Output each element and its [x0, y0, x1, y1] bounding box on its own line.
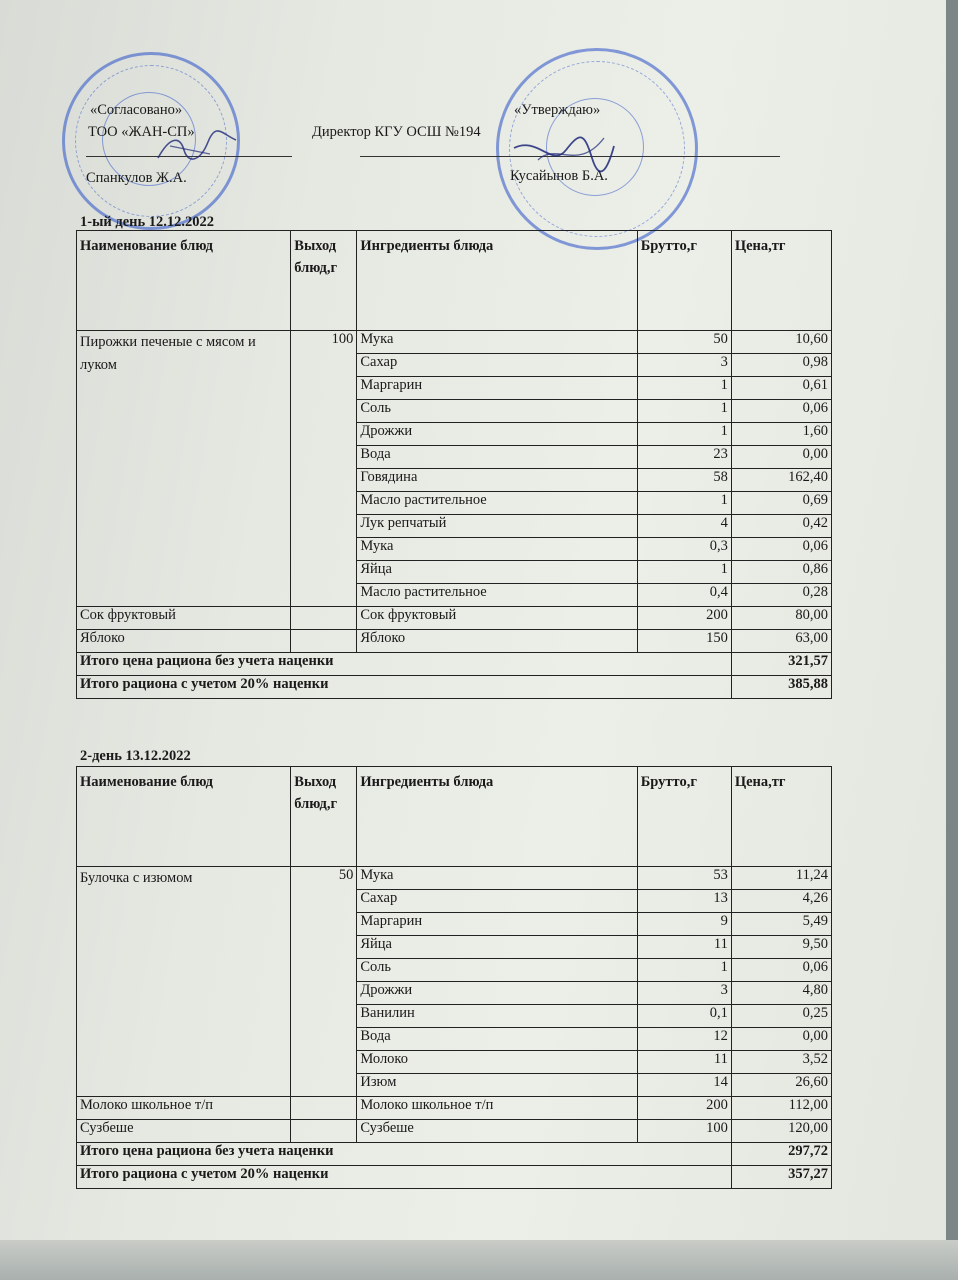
col-ingredients: Ингредиенты блюда — [357, 231, 637, 331]
ingredient-price: 0,00 — [731, 446, 831, 469]
ingredient-name: Яйца — [357, 936, 637, 959]
ingredient-gross: 0,4 — [637, 584, 731, 607]
extra-dish-name: Молоко школьное т/п — [77, 1097, 291, 1120]
ingredient-gross: 14 — [637, 1074, 731, 1097]
markup-total-label: Итого рациона с учетом 20% наценки — [77, 1166, 732, 1189]
extra-price: 112,00 — [731, 1097, 831, 1120]
ingredient-gross: 9 — [637, 913, 731, 936]
org-name: ТОО «ЖАН-СП» — [88, 124, 195, 140]
ingredient-name: Масло растительное — [357, 584, 637, 607]
ingredient-price: 0,86 — [731, 561, 831, 584]
ingredient-gross: 1 — [637, 423, 731, 446]
extra-ingredient: Сузбеше — [357, 1120, 637, 1143]
ingredient-price: 162,40 — [731, 469, 831, 492]
main-dish-name: Булочка с изюмом — [77, 867, 291, 1097]
extra-dish-name: Сок фруктовый — [77, 607, 291, 630]
ingredient-price: 0,69 — [731, 492, 831, 515]
extra-price: 120,00 — [731, 1120, 831, 1143]
director-title: Директор КГУ ОСШ №194 — [312, 124, 481, 140]
ingredient-gross: 3 — [637, 354, 731, 377]
ingredient-gross: 11 — [637, 936, 731, 959]
ingredient-name: Маргарин — [357, 377, 637, 400]
ingredient-gross: 1 — [637, 561, 731, 584]
ingredient-price: 0,25 — [731, 1005, 831, 1028]
ingredient-price: 0,61 — [731, 377, 831, 400]
ingredient-name: Сахар — [357, 890, 637, 913]
total-value: 297,72 — [731, 1143, 831, 1166]
approved-signature — [508, 128, 618, 178]
total-label: Итого цена рациона без учета наценки — [77, 1143, 732, 1166]
ingredient-gross: 53 — [637, 867, 731, 890]
agreed-name: Спанкулов Ж.А. — [86, 170, 187, 186]
main-dish-yield: 100 — [291, 331, 357, 607]
ingredient-price: 0,00 — [731, 1028, 831, 1051]
ingredient-name: Мука — [357, 538, 637, 561]
day2-title: 2-день 13.12.2022 — [80, 748, 191, 764]
ingredient-price: 26,60 — [731, 1074, 831, 1097]
ingredient-price: 4,26 — [731, 890, 831, 913]
extra-dish-yield — [291, 630, 357, 653]
ingredient-gross: 13 — [637, 890, 731, 913]
ingredient-price: 1,60 — [731, 423, 831, 446]
total-value: 321,57 — [731, 653, 831, 676]
ingredient-price: 9,50 — [731, 936, 831, 959]
extra-dish-yield — [291, 607, 357, 630]
ingredient-name: Соль — [357, 959, 637, 982]
extra-gross: 150 — [637, 630, 731, 653]
extra-ingredient: Молоко школьное т/п — [357, 1097, 637, 1120]
extra-price: 63,00 — [731, 630, 831, 653]
ingredient-gross: 11 — [637, 1051, 731, 1074]
extra-gross: 200 — [637, 1097, 731, 1120]
ingredient-gross: 12 — [637, 1028, 731, 1051]
col-yield: Выход блюд,г — [291, 767, 357, 867]
ingredient-price: 0,98 — [731, 354, 831, 377]
ingredient-gross: 1 — [637, 377, 731, 400]
ingredient-gross: 0,1 — [637, 1005, 731, 1028]
ingredient-gross: 1 — [637, 492, 731, 515]
ingredient-gross: 3 — [637, 982, 731, 1005]
ingredient-name: Ванилин — [357, 1005, 637, 1028]
ingredient-price: 11,24 — [731, 867, 831, 890]
ingredient-name: Вода — [357, 446, 637, 469]
day1-title: 1-ый день 12.12.2022 — [80, 214, 215, 230]
approved-label: «Утверждаю» — [514, 102, 601, 118]
paper-bottom-edge — [0, 1240, 958, 1280]
markup-total-value: 357,27 — [731, 1166, 831, 1189]
ingredient-gross: 4 — [637, 515, 731, 538]
col-price: Цена,тг — [731, 231, 831, 331]
ingredient-price: 0,42 — [731, 515, 831, 538]
main-dish-yield: 50 — [291, 867, 357, 1097]
total-label: Итого цена рациона без учета наценки — [77, 653, 732, 676]
ingredient-name: Вода — [357, 1028, 637, 1051]
markup-total-label: Итого рациона с учетом 20% наценки — [77, 676, 732, 699]
ingredient-gross: 0,3 — [637, 538, 731, 561]
ingredient-price: 4,80 — [731, 982, 831, 1005]
ingredient-name: Маргарин — [357, 913, 637, 936]
ingredient-name: Мука — [357, 331, 637, 354]
approved-name: Кусайынов Б.А. — [510, 168, 608, 184]
col-price: Цена,тг — [731, 767, 831, 867]
ingredient-name: Лук репчатый — [357, 515, 637, 538]
day2-menu-table — [76, 766, 832, 1189]
ingredient-name: Яйца — [357, 561, 637, 584]
extra-ingredient: Сок фруктовый — [357, 607, 637, 630]
ingredient-price: 0,28 — [731, 584, 831, 607]
ingredient-gross: 58 — [637, 469, 731, 492]
ingredient-price: 3,52 — [731, 1051, 831, 1074]
extra-ingredient: Яблоко — [357, 630, 637, 653]
extra-gross: 100 — [637, 1120, 731, 1143]
ingredient-name: Изюм — [357, 1074, 637, 1097]
col-ingredients: Ингредиенты блюда — [357, 767, 637, 867]
ingredient-price: 0,06 — [731, 538, 831, 561]
agreed-signature — [150, 128, 240, 168]
ingredient-price: 5,49 — [731, 913, 831, 936]
col-yield: Выход блюд,г — [291, 231, 357, 331]
extra-price: 80,00 — [731, 607, 831, 630]
col-gross: Брутто,г — [637, 231, 731, 331]
extra-gross: 200 — [637, 607, 731, 630]
main-dish-name: Пирожки печеные с мясом и луком — [77, 331, 291, 607]
ingredient-gross: 1 — [637, 400, 731, 423]
ingredient-price: 0,06 — [731, 959, 831, 982]
col-dish-name: Наименование блюд — [77, 767, 291, 867]
day1-menu-table — [76, 230, 832, 699]
ingredient-name: Сахар — [357, 354, 637, 377]
agreed-label: «Согласовано» — [90, 102, 183, 118]
extra-dish-name: Яблоко — [77, 630, 291, 653]
extra-dish-name: Сузбеше — [77, 1120, 291, 1143]
extra-dish-yield — [291, 1120, 357, 1143]
ingredient-name: Дрожжи — [357, 982, 637, 1005]
col-dish-name: Наименование блюд — [77, 231, 291, 331]
ingredient-price: 10,60 — [731, 331, 831, 354]
extra-dish-yield — [291, 1097, 357, 1120]
ingredient-name: Соль — [357, 400, 637, 423]
col-gross: Брутто,г — [637, 767, 731, 867]
ingredient-name: Мука — [357, 867, 637, 890]
markup-total-value: 385,88 — [731, 676, 831, 699]
ingredient-name: Дрожжи — [357, 423, 637, 446]
background-edge — [946, 0, 958, 1280]
ingredient-name: Молоко — [357, 1051, 637, 1074]
ingredient-gross: 50 — [637, 331, 731, 354]
ingredient-name: Говядина — [357, 469, 637, 492]
ingredient-gross: 1 — [637, 959, 731, 982]
ingredient-price: 0,06 — [731, 400, 831, 423]
ingredient-name: Масло растительное — [357, 492, 637, 515]
ingredient-gross: 23 — [637, 446, 731, 469]
